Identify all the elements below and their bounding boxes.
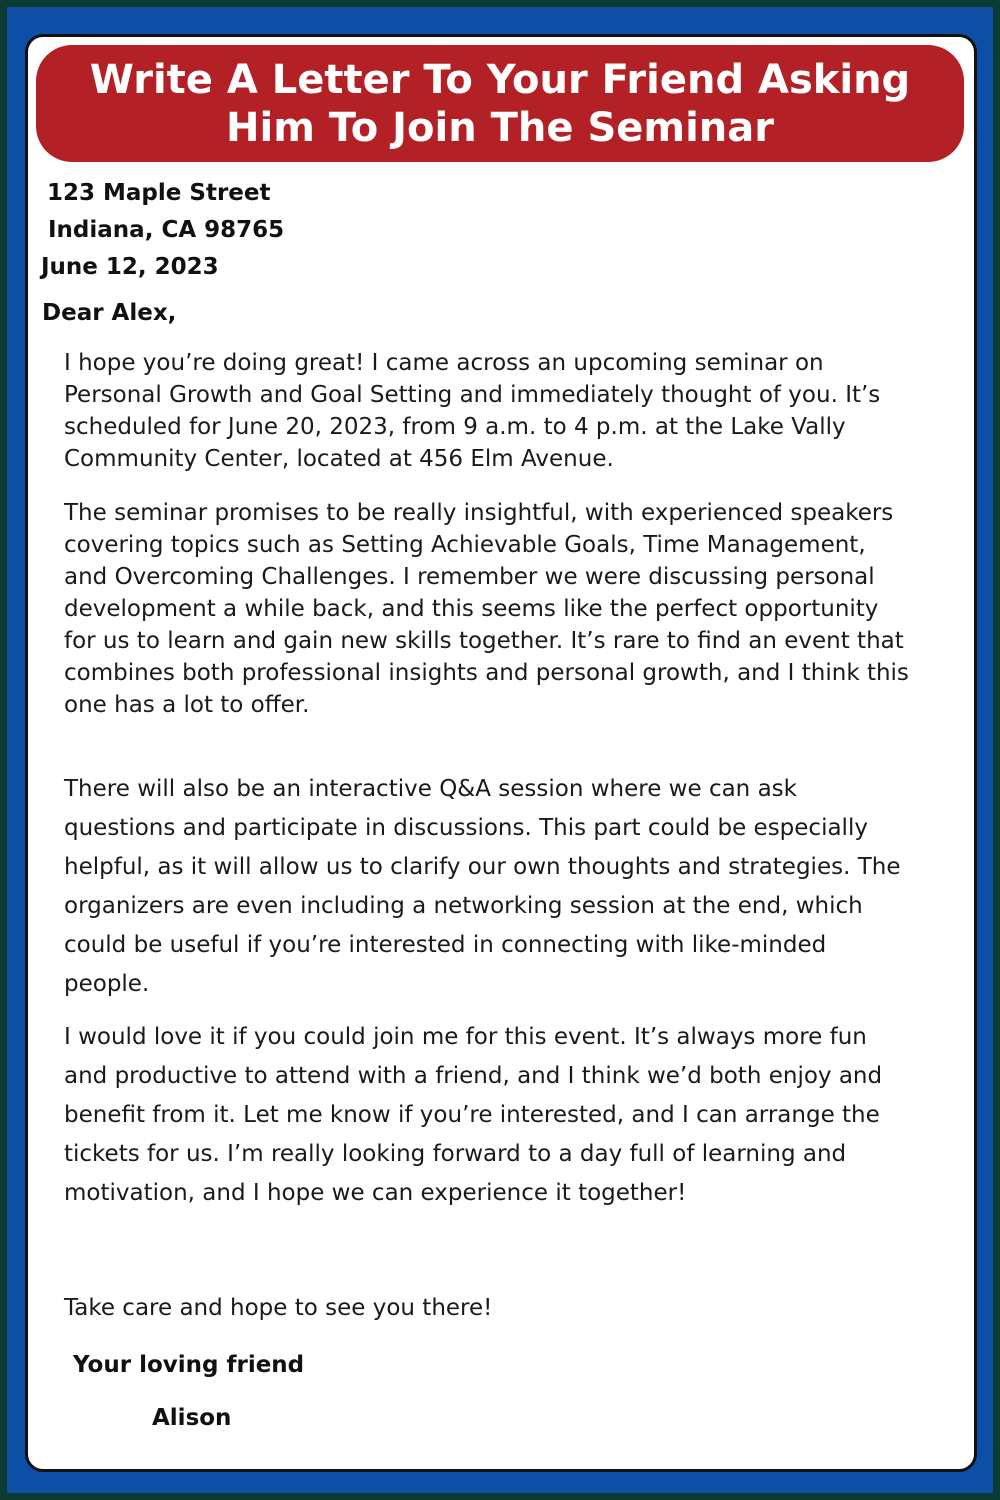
paragraph-2: The seminar promises to be really insightful, with experienced speakers covering topics such as Setting Achievable Goals, Time Management, and Overcoming Challenges. I remember we were discussing personal development a while back, and this seems like the perfect opportunity for us to learn and gain new skills together. It’s rare to find an event that combines both professional insights and personal growth, and I think this one has a lot to offer.	[64, 500, 909, 718]
paragraph-3: There will also be an interactive Q&A session where we can ask questions and participate in discussions. This part could be especially helpful, as it will allow us to clarify our own thoughts and strategies. The organizers are even including a networking session at the end, which could be useful if you’re interested in connecting with like-minded people.	[64, 776, 901, 997]
letter-date: June 12, 2023	[41, 254, 219, 280]
title-line-2: Him To Join The Seminar	[226, 104, 774, 151]
paragraph-1: I hope you’re doing great! I came across an upcoming seminar on Personal Growth and Goal Setting and immediately thought of you. It’s scheduled for June 20, 2023, from 9 a.m. to 4 p.m. at the Lake Vally Community Center, located at 456 Elm Avenue.	[64, 350, 881, 472]
address-city: Indiana, CA 98765	[48, 217, 285, 243]
signature: Alison	[152, 1405, 232, 1431]
salutation: Dear Alex,	[42, 300, 177, 326]
closing-line: Take care and hope to see you there!	[64, 1295, 493, 1321]
title-banner	[36, 45, 964, 162]
signoff: Your loving friend	[73, 1352, 305, 1378]
address-street: 123 Maple Street	[47, 180, 271, 206]
letter-card	[25, 34, 977, 1472]
title-line-1: Write A Letter To Your Friend Asking	[89, 56, 911, 103]
paragraph-4: I would love it if you could join me for this event. It’s always more fun and productive to attend with a friend, and I think we’d both enjoy and benefit from it. Let me know if you’re interested, and I can arrange the tickets for us. I’m really looking forward to a day full of learning and motivation, and I hope we can experience it together!	[64, 1024, 883, 1206]
